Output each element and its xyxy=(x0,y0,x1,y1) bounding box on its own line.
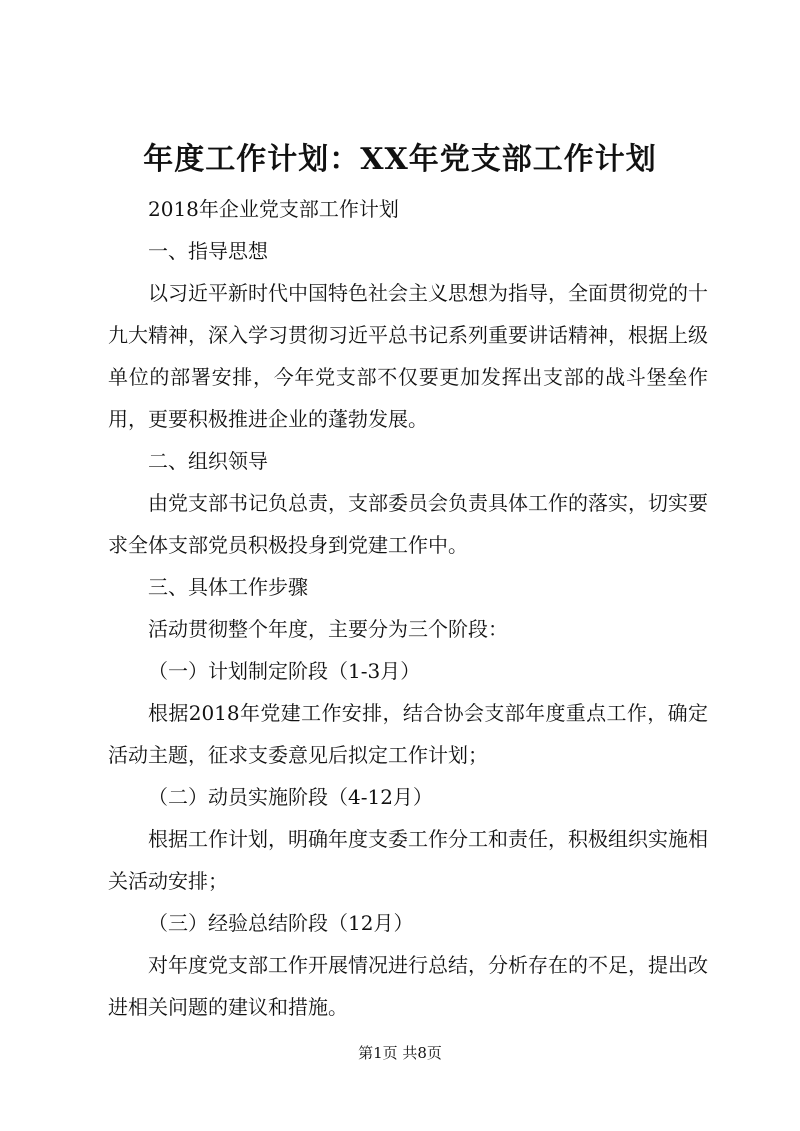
section-heading-work-steps: 三、具体工作步骤 xyxy=(148,575,308,599)
stage-heading-summary: （三）经验总结阶段（12月） xyxy=(148,911,414,935)
paragraph-guiding-ideology: 以习近平新时代中国特色社会主义思想为指导，全面贯彻党的十九大精神，深入学习贯彻习近平总书记系列重要讲话精神，根据上级单位的部署安排，今年党支部不仅要更加发挥出支部的战斗堡垒作用，更要积极推进企业的蓬勃发展。 xyxy=(108,281,708,431)
paragraph-organization: 由党支部书记负总责，支部委员会负责具体工作的落实，切实要求全体支部党员积极投身到党建工作中。 xyxy=(108,491,708,557)
subtitle-paragraph: 2018年企业党支部工作计划 xyxy=(148,197,399,221)
paragraph-implementation: 根据工作计划，明确年度支委工作分工和责任，积极组织实施相关活动安排； xyxy=(108,827,708,893)
stage-heading-implementation: （二）动员实施阶段（4-12月） xyxy=(148,785,433,809)
document-title: 年度工作计划：XX年党支部工作计划 xyxy=(143,142,657,177)
paragraph-work-steps-intro: 活动贯彻整个年度，主要分为三个阶段： xyxy=(148,617,508,641)
paragraph-summary: 对年度党支部工作开展情况进行总结，分析存在的不足，提出改进相关问题的建议和措施。 xyxy=(108,953,708,1019)
paragraph-planning: 根据2018年党建工作安排，结合协会支部年度重点工作，确定活动主题，征求支委意见后拟定工作计划； xyxy=(108,701,708,767)
page-number-footer: 第1页 共8页 xyxy=(358,1044,442,1062)
section-heading-organization: 二、组织领导 xyxy=(148,449,268,473)
document-body xyxy=(108,188,708,1028)
stage-heading-planning: （一）计划制定阶段（1-3月） xyxy=(148,659,421,683)
section-heading-guiding-ideology: 一、指导思想 xyxy=(148,239,268,263)
